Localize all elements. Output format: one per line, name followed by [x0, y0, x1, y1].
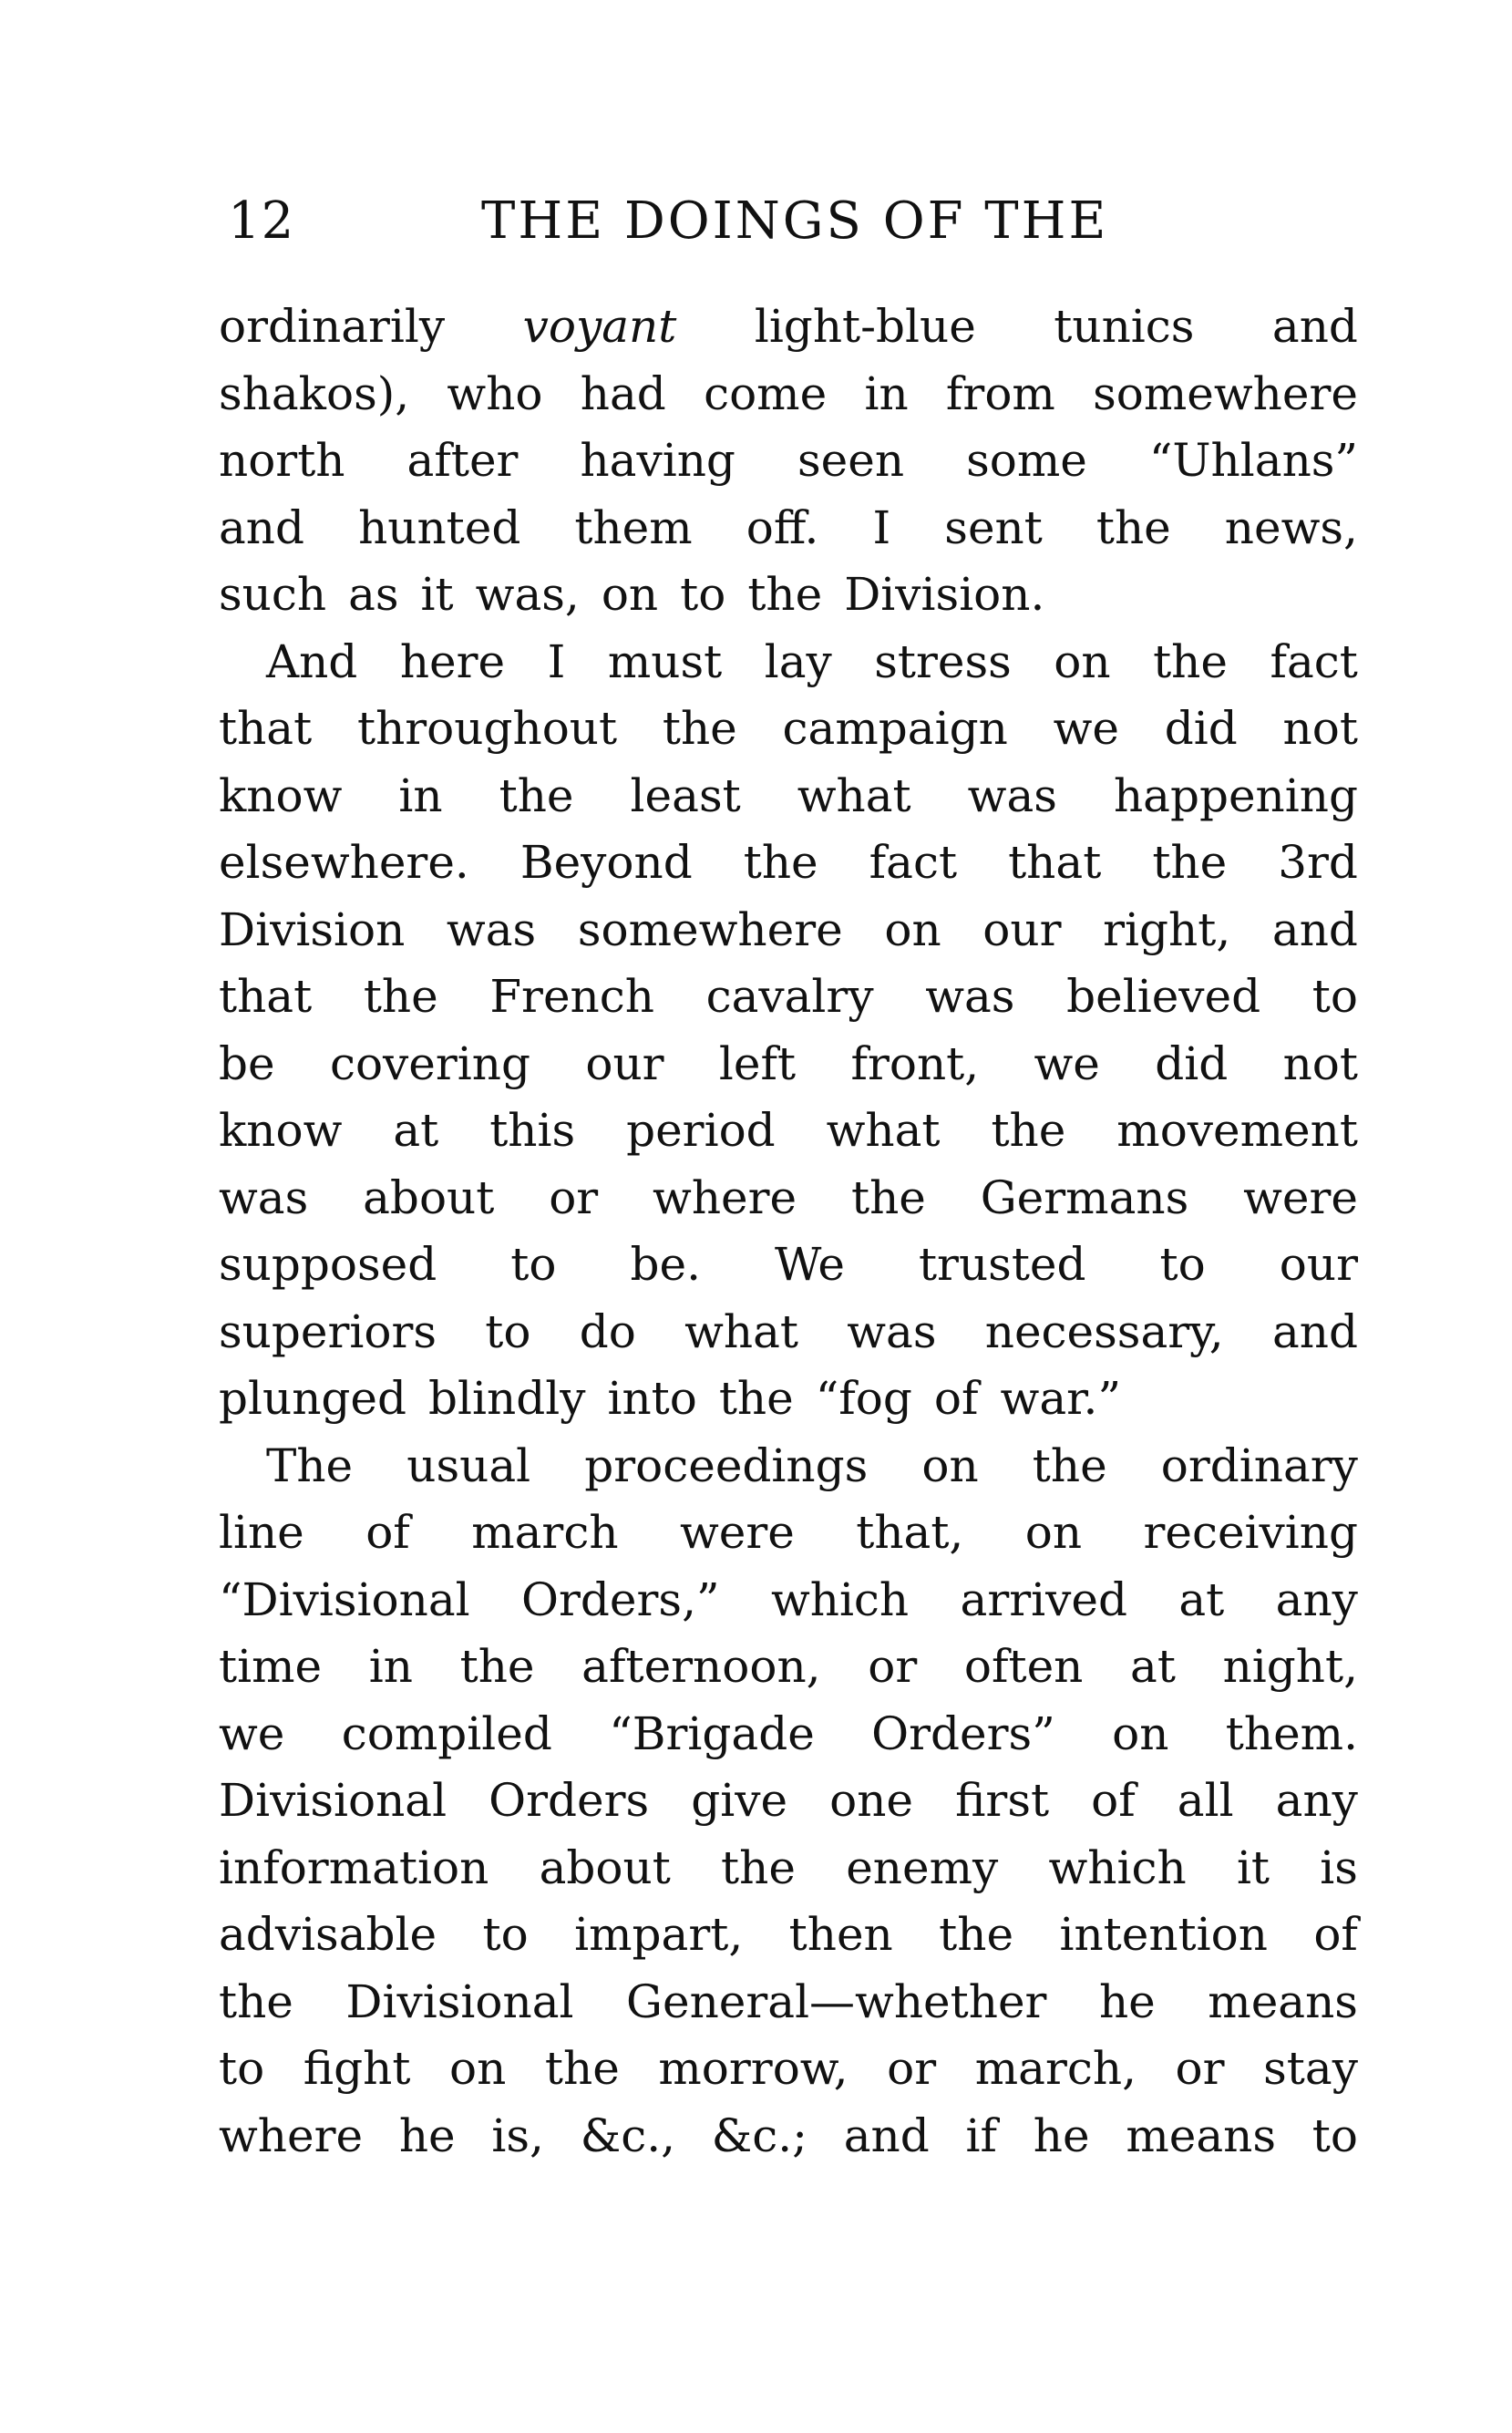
text-line: And here I must lay stress on the fact [266, 634, 1358, 688]
text-line: know in the least what was happening [219, 768, 1358, 822]
text-line: know at this period what the movement [219, 1104, 1358, 1157]
text-line: where he is, &c., &c.; and if he means to [219, 2108, 1358, 2162]
text-line: shakos), who had come in from somewhere [219, 366, 1358, 420]
text-line: time in the afternoon, or often at night, [219, 1640, 1358, 1693]
text-line: information about the enemy which it is [219, 1840, 1358, 1894]
text-line: “Divisional Orders,” which arrived at any [219, 1572, 1358, 1626]
text-line: we compiled “Brigade Orders” on them. [219, 1706, 1358, 1760]
running-title: THE DOINGS OF THE [481, 191, 1109, 251]
page-number: 12 [228, 191, 295, 251]
text-line: north after having seen some “Uhlans” [219, 434, 1358, 487]
running-head [228, 190, 1139, 253]
text-line: that the French cavalry was believed to [219, 970, 1358, 1023]
text-line: elsewhere. Beyond the fact that the 3rd [219, 836, 1358, 889]
text-line: ordinarily voyant light-blue tunics and [219, 294, 1358, 361]
text-line: the Divisional General—whether he means [219, 1974, 1358, 2028]
text-line: and hunted them off. I sent the news, [219, 500, 1358, 554]
text-line: was about or where the Germans were [219, 1170, 1358, 1224]
text-line: supposed to be. We trusted to our [219, 1238, 1358, 1291]
text-line: Divisional Orders give one first of all any [219, 1774, 1358, 1827]
text-line: advisable to impart, then the intention of [219, 1908, 1358, 1961]
body-text [219, 294, 1358, 2170]
text-line: plunged blindly into the “fog of war.” [219, 1372, 1122, 1425]
text-line: such as it was, on to the Division. [219, 568, 1045, 621]
italic-word: voyant [522, 300, 677, 353]
text-line: to fight on the morrow, or march, or stay [219, 2042, 1358, 2095]
text-line: Division was somewhere on our right, and [219, 902, 1358, 956]
text-line: superiors to do what was necessary, and [219, 1304, 1358, 1358]
text-line: that throughout the campaign we did not [219, 702, 1358, 755]
text-line: The usual proceedings on the ordinary [266, 1438, 1358, 1492]
text-line: line of march were that, on receiving [219, 1506, 1358, 1559]
text-line: be covering our left front, we did not [219, 1036, 1358, 1090]
